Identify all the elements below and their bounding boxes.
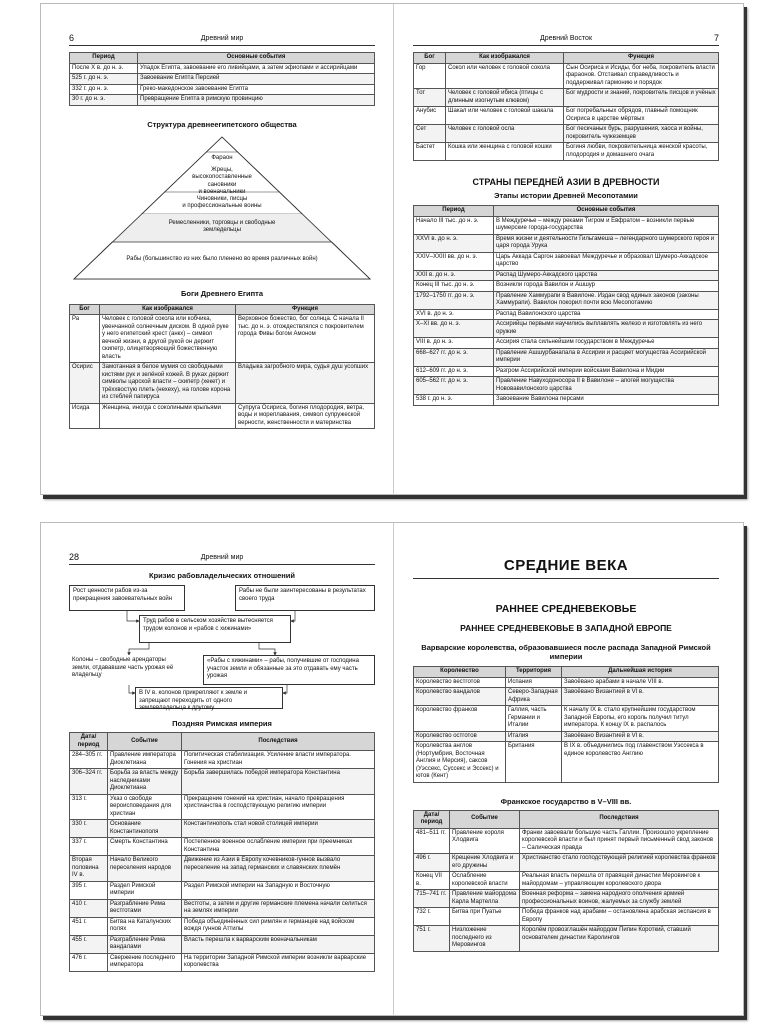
table-row xyxy=(414,926,719,952)
table-row xyxy=(414,338,719,349)
table-cell: 337 г. xyxy=(70,838,108,856)
table-cell: XVI в. до н. э. xyxy=(414,309,494,320)
table-cell: Королевство вандалов xyxy=(414,688,506,706)
crisis-title: Кризис рабовладельческих отношений xyxy=(149,571,295,580)
table-cell: 284–305 гг. xyxy=(70,751,108,769)
column-header: Событие xyxy=(108,733,182,751)
table-cell: Анубис xyxy=(414,107,446,125)
table-cell: Битва при Пуатье xyxy=(450,908,520,926)
column-header: Дальнейшая история xyxy=(562,667,719,678)
table-cell: Греко-македонское завоевание Египта xyxy=(138,84,375,95)
table-cell: 476 г. xyxy=(70,953,108,971)
table-row xyxy=(414,107,719,125)
mesopotamia-table-title: Этапы истории Древней Месопотамии xyxy=(494,191,638,200)
running-header xyxy=(69,34,375,46)
table-cell: Шакал или человек с головой шакала xyxy=(446,107,564,125)
column-header: Период xyxy=(414,206,494,217)
table-row xyxy=(414,890,719,908)
table-cell: Супруга Осириса, богиня плодородия, ветра, воды и мореплавания, символ супружеской верности, женственности и материнства xyxy=(236,403,375,429)
table-cell: 30 г. до н. э. xyxy=(70,95,138,106)
table-cell: Борьба за власть между наследниками Диоклетиана xyxy=(108,769,182,795)
table-cell: Вторая половина IV в. xyxy=(70,856,108,882)
table-cell: Гор xyxy=(414,63,446,89)
table-row xyxy=(414,291,719,309)
table-cell: Упадок Египта, завоевание его ливийцами, а затем эфиопами и ассирийцами xyxy=(138,63,375,74)
table-cell: XXVI в. до н. э. xyxy=(414,234,494,252)
table-cell: Королевство вестготов xyxy=(414,677,506,688)
table-row xyxy=(414,742,719,783)
egypt-chronology-table xyxy=(69,52,375,106)
chapter-title: РАННЕЕ СРЕДНЕВЕКОВЬЕ xyxy=(495,603,637,615)
table-cell: 455 г. xyxy=(70,935,108,953)
table-cell: 751 г. xyxy=(414,926,450,952)
late-rome-table-title: Поздняя Римская империя xyxy=(172,719,272,728)
flow-box-uninterested: Рабы не были заинтересованы в результатах своего труда xyxy=(235,585,375,611)
table-cell: Раздел Римской империи на Западную и Восточную xyxy=(182,881,375,899)
table-cell: Конец VII в. xyxy=(414,872,450,890)
table-row xyxy=(414,281,719,292)
table-cell: Завоёвано арабами в начале VIII в. xyxy=(562,677,719,688)
table-cell: 605–562 гг. до н. э. xyxy=(414,377,494,395)
table-cell: В IX в. объединились под главенством Уэссекса в единое королевство Англию xyxy=(562,742,719,783)
table-cell: Постепенное военное ослабление империи при преемниках Константина xyxy=(182,838,375,856)
table-row xyxy=(414,63,719,89)
table-cell: Кошка или женщина с головой кошки xyxy=(446,143,564,161)
table-cell: 330 г. xyxy=(70,820,108,838)
table-row xyxy=(70,363,375,404)
pyramid-title: Структура древнеегипетского общества xyxy=(147,119,297,129)
running-header xyxy=(413,34,719,46)
mesopotamia-table xyxy=(413,205,719,406)
table-cell: Правление Навуходоносора II в Вавилоне – апогей могущества Нововавилонского царства xyxy=(494,377,719,395)
table-row xyxy=(70,74,375,85)
table-cell: Низложение последнего из Меровингов xyxy=(450,926,520,952)
part-title: СРЕДНИЕ ВЕКА xyxy=(503,557,629,574)
kingdoms-table-title: Варварские королевства, образовавшиеся после распада Западной Римской империи xyxy=(421,643,711,661)
table-row xyxy=(414,125,719,143)
table-row xyxy=(414,828,719,854)
table-cell: Исида xyxy=(70,403,100,429)
table-cell: Завоевание Вавилона персами xyxy=(494,395,719,406)
table-cell: Сокол или человек с головой сокола xyxy=(446,63,564,89)
table-cell: Начало Великого переселения народов xyxy=(108,856,182,882)
table-cell: X–XI вв. до н. э. xyxy=(414,320,494,338)
table-cell: Конец III тыс. до н. э. xyxy=(414,281,494,292)
table-cell: Правление Хаммурапи в Вавилоне. Издан свод единых законов (законы Хаммурапи). Вавилон покорил почти всю Месопотамию xyxy=(494,291,719,309)
table-cell: Политическая стабилизация. Усиление власти императора. Гонения на христиан xyxy=(182,751,375,769)
table-cell: Свержение последнего императора xyxy=(108,953,182,971)
table-row xyxy=(414,377,719,395)
pyramid-level-pharaoh: Фараон xyxy=(211,154,233,161)
table-cell: XXII в. до н. э. xyxy=(414,270,494,281)
table-row xyxy=(414,320,719,338)
table-cell: Правление короля Хлодвига xyxy=(450,828,520,854)
table-row xyxy=(70,769,375,795)
column-header: Дата/ период xyxy=(414,810,450,828)
table-cell: Правление императора Диоклетиана xyxy=(108,751,182,769)
table-cell: Вестготы, а затем и другие германские племена начали селиться на землях империи xyxy=(182,899,375,917)
table-row xyxy=(414,731,719,742)
pyramid-level-artisans: Ремесленники, торговцы и свободные земледельцы xyxy=(168,219,276,233)
table-cell: XXIV–XXIII вв. до н. э. xyxy=(414,252,494,270)
table-cell: Власть перешла к варварским военачальникам xyxy=(182,935,375,953)
column-header: Как изображался xyxy=(446,53,564,64)
table-row xyxy=(414,89,719,107)
table-cell: Константинополь стал новой столицей империи xyxy=(182,820,375,838)
running-title: Древний мир xyxy=(200,554,244,561)
table-cell: Победа франков над арабами – остановлена арабская экспансия в Европу xyxy=(520,908,719,926)
table-cell: Завоёвано Византией в VI в. xyxy=(562,688,719,706)
page-middle-ages xyxy=(393,523,745,1015)
table-cell: Смерть Константина xyxy=(108,838,182,856)
table-cell: Раздел Римской империи xyxy=(108,881,182,899)
table-cell: Разграбление Рима вандалами xyxy=(108,935,182,953)
table-cell: Бог мудрости и знаний, покровитель писцов и учёных xyxy=(564,89,719,107)
table-cell: Распад Вавилонского царства xyxy=(494,309,719,320)
table-cell: Разграбление Рима вестготами xyxy=(108,899,182,917)
table-cell: 732 г. xyxy=(414,908,450,926)
running-title: Древний Восток xyxy=(539,35,593,42)
column-header: Бог xyxy=(414,53,446,64)
table-cell: После X в. до н. э. xyxy=(70,63,138,74)
table-cell: Северо-Западная Африка xyxy=(506,688,562,706)
column-header: Событие xyxy=(450,810,520,828)
table-row xyxy=(414,309,719,320)
table-row xyxy=(414,348,719,366)
table-cell: Ра xyxy=(70,315,100,363)
table-cell: 612–609 гг. до н. э. xyxy=(414,366,494,377)
table-row xyxy=(70,838,375,856)
table-row xyxy=(70,63,375,74)
table-cell: 410 г. xyxy=(70,899,108,917)
pyramid-level-slaves: Рабы (большинство из них было пленено во время различных войн) xyxy=(126,255,318,262)
column-header: Период xyxy=(70,53,138,64)
table-row xyxy=(70,856,375,882)
table-row xyxy=(70,84,375,95)
page-number: 7 xyxy=(713,33,719,43)
table-cell: Возникли города Вавилон и Ашшур xyxy=(494,281,719,292)
table-row xyxy=(70,751,375,769)
table-cell: Ассирийцы первыми научились выплавлять железо и изготовлять из него оружие xyxy=(494,320,719,338)
page-28 xyxy=(41,523,393,1015)
gods-table-title: Боги Древнего Египта xyxy=(181,288,263,298)
table-cell: 715–741 гг. xyxy=(414,890,450,908)
table-cell: Превращение Египта в римскую провинцию xyxy=(138,95,375,106)
table-cell: Победа объединённых сил римлян и германцев над войском вождя гуннов Аттилы xyxy=(182,917,375,935)
table-cell: Испания xyxy=(506,677,562,688)
table-row xyxy=(414,270,719,281)
table-cell: 332 г. до н. э. xyxy=(70,84,138,95)
table-cell: Человек с головой осла xyxy=(446,125,564,143)
table-cell: 313 г. xyxy=(70,794,108,820)
running-title: Древний мир xyxy=(200,35,244,42)
column-header: Королевство xyxy=(414,667,506,678)
table-cell: Царь Аккада Саргон завоевал Междуречье и образовал Шумеро-Аккадское царство xyxy=(494,252,719,270)
page-7 xyxy=(393,4,745,494)
table-cell: 451 г. xyxy=(70,917,108,935)
table-cell: Движение из Азии в Европу кочевников-гуннов вызвало переселение на запад германских и славянских племён xyxy=(182,856,375,882)
table-cell: Разгром Ассирийской империи войсками Вавилона и Мидии xyxy=(494,366,719,377)
society-pyramid xyxy=(72,135,372,281)
table-row xyxy=(70,917,375,935)
table-row xyxy=(414,252,719,270)
table-row xyxy=(414,143,719,161)
column-header: Бог xyxy=(70,304,100,315)
table-cell: Начало III тыс. до н. э. xyxy=(414,216,494,234)
table-cell: Бастет xyxy=(414,143,446,161)
page-number: 28 xyxy=(69,552,80,562)
table-cell: Основание Константинополя xyxy=(108,820,182,838)
table-row xyxy=(70,315,375,363)
subchapter-title: РАННЕЕ СРЕДНЕВЕКОВЬЕ В ЗАПАДНОЙ ЕВРОПЕ xyxy=(460,623,672,633)
table-cell: Франки завоевали большую часть Галлии. Произошло укрепление королевской власти и был принят первый письменный свод законов – Салическая правда xyxy=(520,828,719,854)
table-row xyxy=(70,899,375,917)
table-cell: Время жизни и деятельности Гильгамеша – легендарного шумерского героя и царя города Урука xyxy=(494,234,719,252)
table-row xyxy=(414,872,719,890)
table-cell: Крещение Хлодвига и его дружины xyxy=(450,854,520,872)
table-cell: Распад Шумеро-Аккадского царства xyxy=(494,270,719,281)
table-cell: Галлия, часть Германии и Италии xyxy=(506,706,562,732)
page-number: 6 xyxy=(69,33,75,43)
book-spread-bottom xyxy=(40,522,744,1016)
column-header: Функция xyxy=(564,53,719,64)
table-cell: Ассирия стала сильнейшим государством в Междуречье xyxy=(494,338,719,349)
egypt-gods-table-continued xyxy=(413,52,719,161)
table-cell: Бог погребальных обрядов, главный помощник Осириса в царстве мёртвых xyxy=(564,107,719,125)
table-cell: 538 г. до н. э. xyxy=(414,395,494,406)
table-cell: Ослабление королевской власти xyxy=(450,872,520,890)
table-cell: Правление майордома Карла Мартелла xyxy=(450,890,520,908)
table-row xyxy=(70,794,375,820)
table-cell: Владыка загробного мира, судья душ усопших xyxy=(236,363,375,404)
table-cell: Сет xyxy=(414,125,446,143)
table-cell: Правление Ашшурбанапала в Ассирии и расцвет могущества Ассирийской империи xyxy=(494,348,719,366)
table-cell: Тот xyxy=(414,89,446,107)
table-cell: Человек с головой сокола или кобчика, увенчанной солнечным диском. В одной руке у него египетский крест (анкх) – символ вечной жизни, в другой рукой он держит скипетр, олицетворяющий божественную власть xyxy=(100,315,236,363)
table-cell: Богиня любви, покровительница женской красоты, плодородия и домашнего очага xyxy=(564,143,719,161)
column-header: Основные события xyxy=(138,53,375,64)
table-cell: Человек с головой ибиса (птицы с длинным изогнутым клювом) xyxy=(446,89,564,107)
table-row xyxy=(414,706,719,732)
book-spread-top xyxy=(40,3,744,495)
table-cell: В Междуречье – между реками Тигром и Евфратом – возникли первые шумерские города-государства xyxy=(494,216,719,234)
flow-box-colons: Колоны – свободные арендаторы земли, отдававшие часть урожая её владельцу xyxy=(69,655,187,685)
table-cell: Италия xyxy=(506,731,562,742)
column-header: Функция xyxy=(236,304,375,315)
table-cell: Женщина, иногда с соколиными крыльями xyxy=(100,403,236,429)
table-row xyxy=(414,395,719,406)
barbarian-kingdoms-table xyxy=(413,666,719,783)
table-cell: Королём провозглашён майордом Пипин Короткий, ставший основателем династии Каролингов xyxy=(520,926,719,952)
flow-box-slave-value: Рост ценности рабов из-за прекращения завоевательных войн xyxy=(69,585,185,611)
table-cell: Бог пескчаных бурь, разрушения, хаоса и войны, покровитель чужеземцев xyxy=(564,125,719,143)
table-row xyxy=(70,935,375,953)
flow-box-hut-slaves: «Рабы с хижинами» – рабы, получившие от господина участок земли и обязанные за это отдавать ему часть урожая xyxy=(203,655,375,685)
column-header: Как изображался xyxy=(100,304,236,315)
table-row xyxy=(70,953,375,971)
table-cell: Завоевание Египта Персией xyxy=(138,74,375,85)
pyramid-level-officials: Чиновники, писцы и профессиональные воины xyxy=(182,195,262,209)
table-cell: Битва на Каталунских полях xyxy=(108,917,182,935)
table-cell: Королевства англов (Нортумбрия, Восточная Англия и Мерсия), саксов (Уэссекс, Суссекс и Эссекс) и ютов (Кент) xyxy=(414,742,506,783)
crisis-flowchart xyxy=(69,585,375,709)
table-cell: Королевство остготов xyxy=(414,731,506,742)
page-6 xyxy=(41,4,393,494)
table-cell: Прекращение гонений на христиан, начало превращения христианства в господствующую религию империи xyxy=(182,794,375,820)
late-rome-table xyxy=(69,732,375,972)
table-cell: 395 г. xyxy=(70,881,108,899)
table-cell: VIII в. до н. э. xyxy=(414,338,494,349)
column-header: Дата/ период xyxy=(70,733,108,751)
column-header: Последствия xyxy=(182,733,375,751)
table-cell: 525 г. до н. э. xyxy=(70,74,138,85)
table-cell: Указ о свободе вероисповедания для христиан xyxy=(108,794,182,820)
column-header: Территория xyxy=(506,667,562,678)
table-row xyxy=(70,403,375,429)
running-header xyxy=(69,553,375,565)
table-cell: Военная реформа – замена народного ополчения армией профессиональных воинов, жалуемых за службу землей xyxy=(520,890,719,908)
table-row xyxy=(414,366,719,377)
table-row xyxy=(414,216,719,234)
table-cell: Верховное божество, бог солнца. С начала II тыс. до н. э. отождествлялся с покровителем города Фивы богом Амоном xyxy=(236,315,375,363)
table-row xyxy=(70,95,375,106)
table-row xyxy=(414,854,719,872)
table-cell: 1792–1750 гг. до н. э. xyxy=(414,291,494,309)
table-cell: Осирис xyxy=(70,363,100,404)
table-row xyxy=(70,820,375,838)
table-cell: Христианство стало господствующей религией королевства франков xyxy=(520,854,719,872)
table-cell: Борьба завершилась победой императора Константина xyxy=(182,769,375,795)
table-cell: 306–324 гг. xyxy=(70,769,108,795)
table-cell: Королевство франков xyxy=(414,706,506,732)
flow-box-4th-century: В IV в. колонов прикрепляют к земле и запрещают переходить от одного землевладельца к другому xyxy=(135,687,283,709)
table-row xyxy=(414,677,719,688)
flow-box-labor-replaced: Труд рабов в сельском хозяйстве вытесняется трудом колонов и «рабов с хижинами» xyxy=(139,615,291,643)
table-cell: Реальная власть перешла от правящей династии Меровингов к майордомам – управляющим королевского двора xyxy=(520,872,719,890)
table-cell: Сын Осириса и Исиды, бог неба, покровитель власти фараонов. Отстаивал справедливость и поддерживал гармонию и порядок xyxy=(564,63,719,89)
table-cell: 668–627 гг. до н. э. xyxy=(414,348,494,366)
column-header: Последствия xyxy=(520,810,719,828)
frankish-state-table xyxy=(413,810,719,952)
part-title-rule xyxy=(413,578,719,579)
pyramid-level-priests: Жрецы, высокопоставленные сановники и военачальники xyxy=(192,166,252,195)
table-row xyxy=(414,234,719,252)
frankish-table-title: Франкское государство в V–VIII вв. xyxy=(500,796,632,806)
table-row xyxy=(414,908,719,926)
table-cell: На территории Западной Римской империи возникли варварские королевства xyxy=(182,953,375,971)
table-cell: Замотанная в белое мумия со свободными кистями рук и зелёной кожей. В руках держит символы царской власти – скипетр (хекет) и трёххвостую плеть (нехеху), на голове корона из стеблей папируса xyxy=(100,363,236,404)
column-header: Основные события xyxy=(494,206,719,217)
table-row xyxy=(70,881,375,899)
table-row xyxy=(414,688,719,706)
table-cell: 481–511 гг. xyxy=(414,828,450,854)
table-cell: 496 г. xyxy=(414,854,450,872)
table-cell: К началу IX в. стало крупнейшим государством Западной Европы, его король получил титул императора. К концу IX в. распалось xyxy=(562,706,719,732)
section-title: СТРАНЫ ПЕРЕДНЕЙ АЗИИ В ДРЕВНОСТИ xyxy=(472,177,660,187)
table-cell: Завоёвано Византией в VI в. xyxy=(562,731,719,742)
egypt-gods-table xyxy=(69,304,375,430)
table-cell: Британия xyxy=(506,742,562,783)
